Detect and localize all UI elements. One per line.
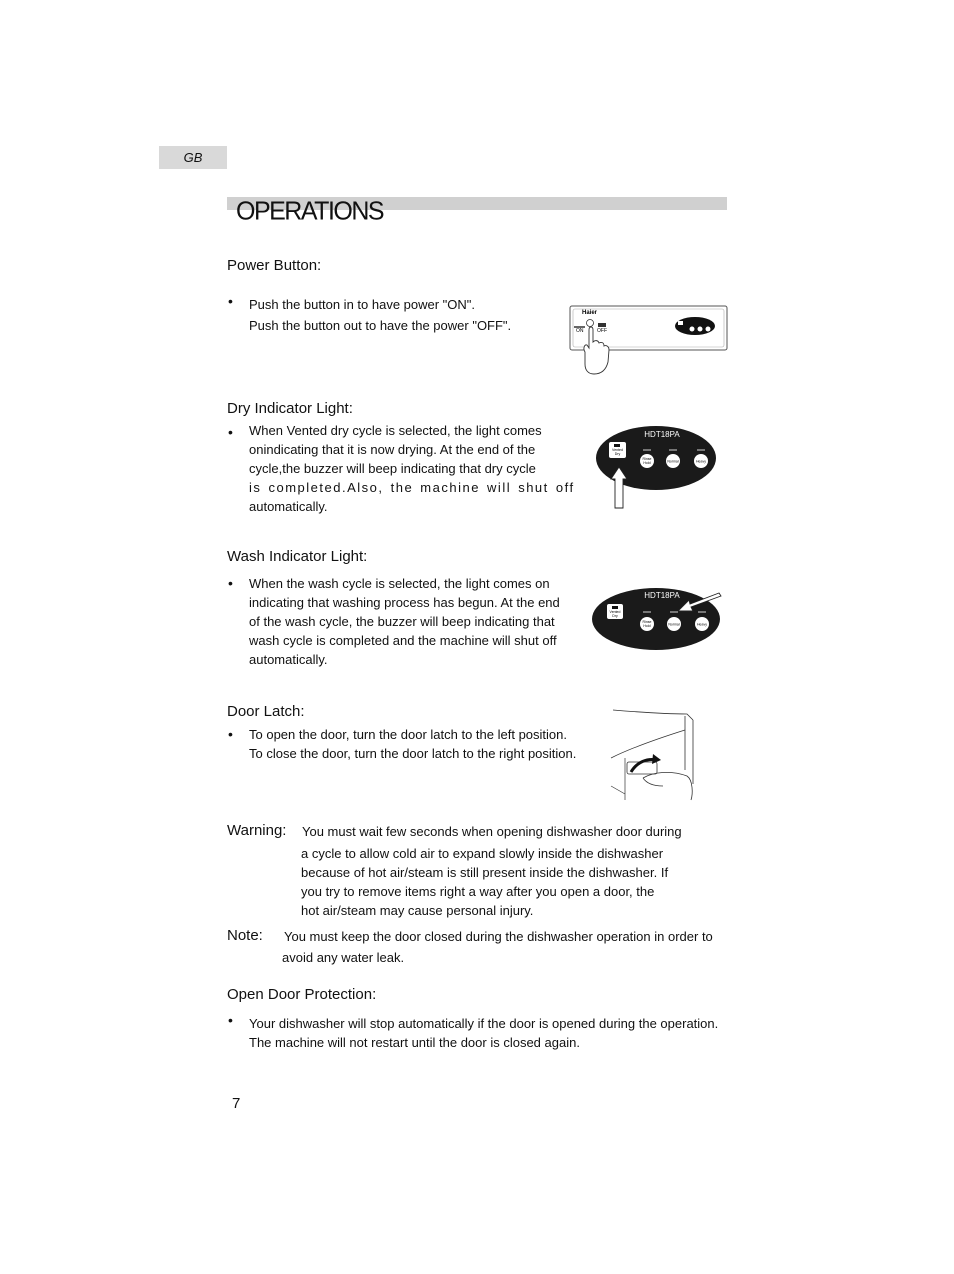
vented-label: Vented xyxy=(612,448,623,452)
text-line: To open the door, turn the door latch to the left position. xyxy=(249,727,567,742)
text-line: wash cycle is completed and the machine will shut off xyxy=(249,633,557,648)
dry-label: Dry xyxy=(614,452,621,456)
bullet: • xyxy=(228,726,233,742)
text-line: The machine will not restart until the door is closed again. xyxy=(249,1035,580,1050)
text-line: a cycle to allow cold air to expand slowly inside the dishwasher xyxy=(301,846,664,861)
latch-heading: Door Latch: xyxy=(227,703,305,720)
bullet: • xyxy=(228,1012,233,1028)
text-line: automatically. xyxy=(249,652,328,667)
wash-indicator-illustration xyxy=(590,582,724,654)
text-line: Your dishwasher will stop automatically if the door is opened during the operation. xyxy=(249,1016,719,1031)
bullet: • xyxy=(228,575,233,591)
text-line: onindicating that it is now drying. At the end of the xyxy=(249,442,536,457)
latch-text xyxy=(249,725,576,763)
dry-label: Dry xyxy=(612,614,618,618)
text-line: automatically. xyxy=(249,499,328,514)
hold-label: Hold xyxy=(643,461,651,465)
text-line: hot air/steam may cause personal injury. xyxy=(301,903,534,918)
text-line: When the wash cycle is selected, the light comes on xyxy=(249,576,550,591)
vented-label: Vented xyxy=(609,610,621,614)
door-latch-illustration xyxy=(607,706,699,802)
warning-first-line: You must wait few seconds when opening dishwasher door during xyxy=(302,824,682,839)
rinse-label: Rinse xyxy=(642,620,652,624)
text-line: because of hot air/steam is still present inside the dishwasher. If xyxy=(301,865,669,880)
warning-text xyxy=(301,844,668,920)
page-number: 7 xyxy=(232,1095,241,1112)
text-line: Push the button in to have power "ON". xyxy=(249,297,476,312)
text-line: you try to remove items right a way after you open a door, the xyxy=(301,884,655,899)
power-button-icon xyxy=(587,320,594,327)
language-tab: GB xyxy=(159,146,227,169)
protection-text xyxy=(249,1014,718,1052)
text-line: To close the door, turn the door latch to the right position. xyxy=(249,746,577,761)
text-line: indicating that washing process has begun. At the end xyxy=(249,595,560,610)
text-line: Push the button out to have the power "OFF". xyxy=(249,318,512,333)
note-second-line: avoid any water leak. xyxy=(282,950,405,965)
bullet: • xyxy=(228,293,233,309)
hold-label: Hold xyxy=(643,624,651,628)
note-first-line: You must keep the door closed during the dishwasher operation in order to xyxy=(284,929,713,944)
rinse-label: Rinse xyxy=(642,457,652,461)
text-line: cycle,the buzzer will beep indicating that dry cycle xyxy=(249,461,536,476)
mini-control-pad xyxy=(675,317,715,335)
heavy-label: Heavy xyxy=(697,622,707,627)
protection-heading: Open Door Protection: xyxy=(227,986,377,1003)
text-line: is completed.Also, the machine will shut off xyxy=(249,480,575,495)
dry-indicator-illustration xyxy=(594,423,722,509)
heavy-label: Heavy xyxy=(696,459,706,464)
power-heading: Power Button: xyxy=(227,257,322,274)
warning-label: Warning: xyxy=(227,822,287,839)
dry-heading: Dry Indicator Light: xyxy=(227,400,353,417)
model-label: HDT18PA xyxy=(644,591,680,600)
normal-label: Normal xyxy=(668,622,680,627)
on-label: ON xyxy=(576,328,584,334)
off-label: OFF xyxy=(597,328,607,334)
bullet: • xyxy=(228,424,233,440)
model-label: HDT18PA xyxy=(644,430,680,439)
text-line: When Vented dry cycle is selected, the light comes xyxy=(249,423,542,438)
panel-brand: Haier xyxy=(582,310,598,316)
note-label: Note: xyxy=(227,927,263,944)
power-text xyxy=(249,295,511,335)
wash-text xyxy=(249,574,560,669)
power-panel-illustration xyxy=(566,300,730,378)
dry-text xyxy=(249,421,575,516)
page-title: OPERATIONS xyxy=(236,196,384,226)
text-line: of the wash cycle, the buzzer will beep indicating that xyxy=(249,614,555,629)
hand-icon xyxy=(643,772,692,800)
normal-label: Normal xyxy=(667,459,679,464)
wash-heading: Wash Indicator Light: xyxy=(227,548,368,565)
